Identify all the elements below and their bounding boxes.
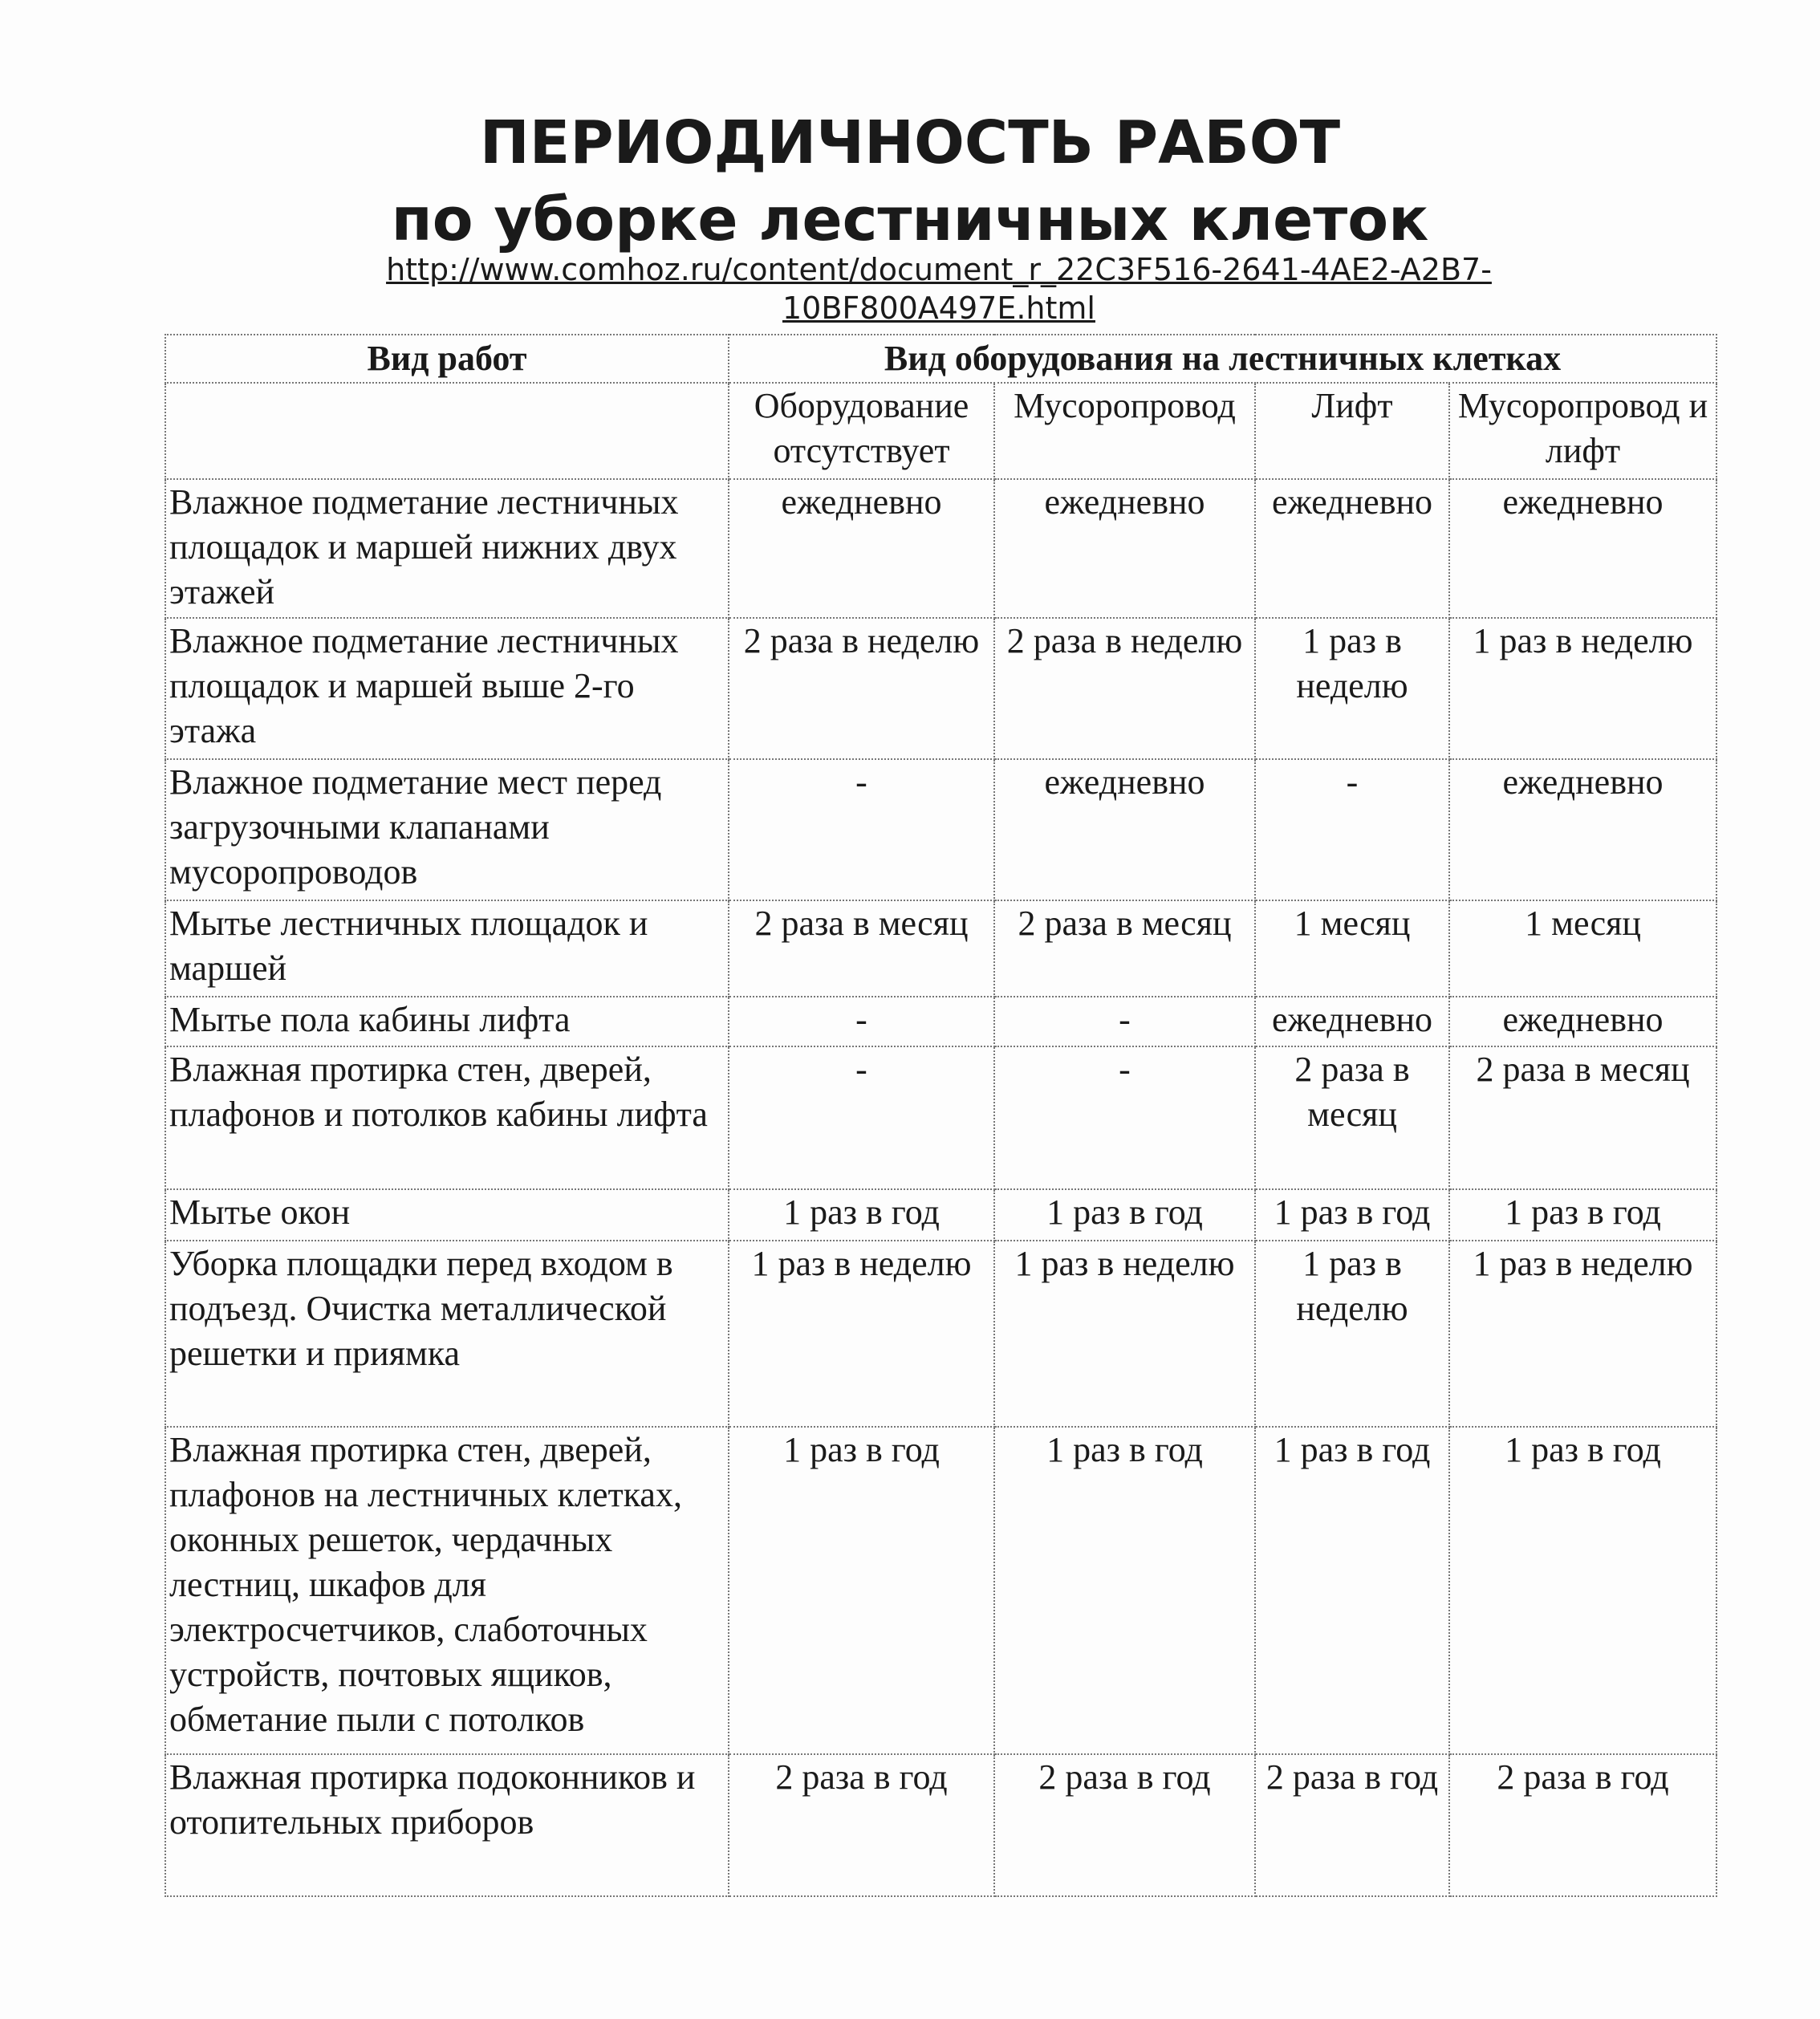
frequency-cell: ежедневно [994,479,1255,618]
header-equipment-type: Вид оборудования на лестничных клетках [729,335,1716,383]
column-header: Мусоропровод и лифт [1449,383,1716,479]
frequency-cell: ежедневно [1255,479,1449,618]
frequency-cell: ежедневно [1449,997,1716,1046]
table-row [165,759,1716,900]
frequency-cell: 1 раз в неделю [994,1241,1255,1427]
frequency-cell: - [729,1046,994,1189]
frequency-cell: 1 раз в год [1449,1427,1716,1754]
frequency-cell: ежедневно [994,759,1255,900]
work-type-cell: Мытье окон [165,1189,729,1241]
frequency-cell: ежедневно [1255,997,1449,1046]
table-row [165,1241,1716,1427]
frequency-cell: 2 раза в неделю [994,618,1255,759]
frequency-cell: - [729,997,994,1046]
frequency-cell: 2 раза в год [729,1754,994,1896]
frequency-cell: - [729,759,994,900]
frequency-cell: 1 раз в год [1449,1189,1716,1241]
column-header: Оборудование отсутствует [729,383,994,479]
work-type-cell: Влажное подметание лестничных площадок и маршей нижних двух этажей [165,479,729,618]
work-type-cell: Уборка площадки перед входом в подъезд. Очистка металлической решетки и приямка [165,1241,729,1427]
table-row [165,1754,1716,1896]
source-link[interactable]: http://www.comhoz.ru/content/document_r_22C3F516-2641-4AE2-A2B7-10BF800A497E.html [386,252,1492,326]
frequency-cell: 2 раза в месяц [729,900,994,997]
frequency-cell: 2 раза в год [1449,1754,1716,1896]
work-type-cell: Влажная протирка стен, дверей, плафонов на лестничных клетках, оконных решеток, чердачных лестниц, шкафов для электросчетчиков, слаботочных устройств, почтовых ящиков, обметание пыли с потолков [165,1427,729,1754]
column-header: Лифт [1255,383,1449,479]
frequency-cell: 1 раз в год [729,1427,994,1754]
frequency-cell: - [994,997,1255,1046]
page-title: ПЕРИОДИЧНОСТЬ РАБОТ [479,108,1341,177]
work-type-cell: Мытье пола кабины лифта [165,997,729,1046]
frequency-cell: ежедневно [1449,479,1716,618]
frequency-cell: 2 раза в месяц [1449,1046,1716,1189]
table-row [165,1427,1716,1754]
frequency-cell: 1 раз в год [994,1427,1255,1754]
column-header: Мусоропровод [994,383,1255,479]
frequency-cell: 2 раза в месяц [1255,1046,1449,1189]
frequency-cell: 1 раз в неделю [729,1241,994,1427]
frequency-cell: 1 раз в год [729,1189,994,1241]
frequency-cell: 2 раза в год [994,1754,1255,1896]
frequency-cell: 1 раз в год [994,1189,1255,1241]
table-row [165,997,1716,1046]
work-type-cell: Влажная протирка подоконников и отопительных приборов [165,1754,729,1896]
table-row [165,900,1716,997]
frequency-cell: 1 раз в год [1255,1189,1449,1241]
work-type-cell: Влажное подметание лестничных площадок и маршей выше 2-го этажа [165,618,729,759]
frequency-cell: 1 месяц [1255,900,1449,997]
schedule-table [165,334,1717,1897]
frequency-cell: ежедневно [729,479,994,618]
frequency-cell: 2 раза в неделю [729,618,994,759]
work-type-cell: Мытье лестничных площадок и маршей [165,900,729,997]
page-subtitle: по уборке лестничных клеток [391,185,1429,254]
frequency-cell: 1 месяц [1449,900,1716,997]
work-type-cell: Влажное подметание мест перед загрузочными клапанами мусоропроводов [165,759,729,900]
table-row [165,479,1716,618]
frequency-cell: 1 раз в неделю [1255,1241,1449,1427]
table-row [165,1189,1716,1241]
header-empty-cell [165,383,729,479]
frequency-cell: 1 раз в год [1255,1427,1449,1754]
frequency-cell: ежедневно [1449,759,1716,900]
frequency-cell: 2 раза в год [1255,1754,1449,1896]
header-work-type: Вид работ [165,335,729,383]
frequency-cell: 1 раз в неделю [1255,618,1449,759]
frequency-cell: - [994,1046,1255,1189]
table-row [165,1046,1716,1189]
frequency-cell: 1 раз в неделю [1449,618,1716,759]
frequency-cell: 1 раз в неделю [1449,1241,1716,1427]
frequency-cell: - [1255,759,1449,900]
frequency-cell: 2 раза в месяц [994,900,1255,997]
work-type-cell: Влажная протирка стен, дверей, плафонов и потолков кабины лифта [165,1046,729,1189]
table-row [165,618,1716,759]
